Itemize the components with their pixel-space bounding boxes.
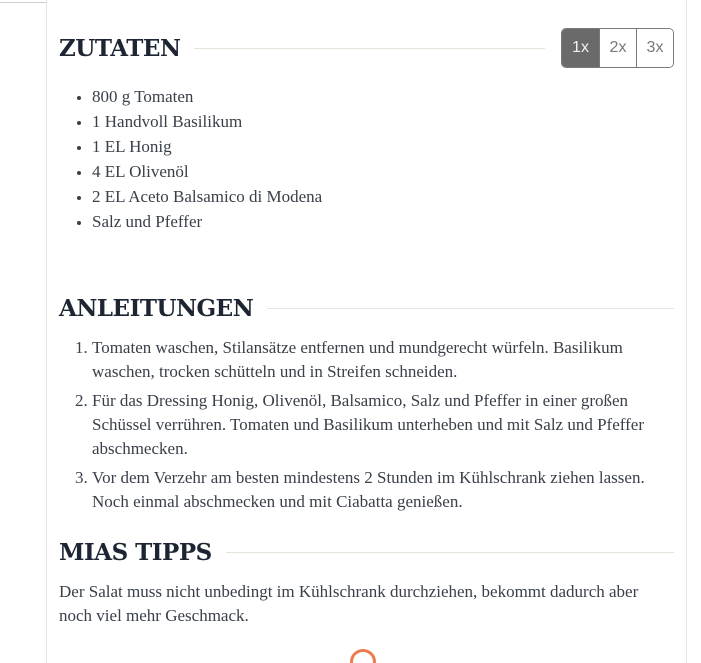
- ingredients-title: ZUTATEN: [59, 34, 181, 62]
- ingredients-list: [59, 84, 674, 234]
- ingredient-item: • 1 EL Honig: [92, 134, 674, 159]
- ingredient-item: • Salz und Pfeffer: [92, 209, 674, 234]
- instructions-header: [59, 294, 674, 322]
- ingredients-header: [59, 28, 674, 68]
- servings-option-1x[interactable]: 1x: [562, 29, 599, 67]
- instruction-step: 3. Vor dem Verzehr am besten mindestens 2 Stunden im Kühlschrank ziehen lassen. Noch einmal abschmecken und mit Ciabatta genießen.: [92, 466, 674, 514]
- instruction-step: 2. Für das Dressing Honig, Olivenöl, Balsamico, Salz und Pfeffer in einer großen Schüssel verrühren. Tomaten und Basilikum unterheben und mit Salz und Pfeffer abschmecken.: [92, 389, 674, 461]
- instructions-title-rule: [267, 308, 674, 309]
- instructions-list: [59, 336, 674, 514]
- tips-text: Der Salat muss nicht unbedingt im Kühlschrank durchziehen, bekommt dadurch aber noch viel mehr Geschmack.: [59, 582, 639, 625]
- servings-option-2x[interactable]: 2x: [599, 29, 636, 67]
- recipe-card: [46, 0, 687, 663]
- ingredients-title-rule: [194, 48, 545, 49]
- ingredient-item: • 1 Handvoll Basilikum: [92, 109, 674, 134]
- instruction-step: 1. Tomaten waschen, Stilansätze entfernen und mundgerecht würfeln. Basilikum waschen, trocken schütteln und in Streifen schneiden.: [92, 336, 674, 384]
- ingredient-item: • 2 EL Aceto Balsamico di Modena: [92, 184, 674, 209]
- tips-header: [59, 538, 674, 566]
- servings-option-3x[interactable]: 3x: [636, 29, 673, 67]
- ingredient-item: • 4 EL Olivenöl: [92, 159, 674, 184]
- tips-title-rule: [226, 552, 674, 553]
- servings-selector: [561, 28, 674, 68]
- instructions-title: ANLEITUNGEN: [59, 294, 254, 322]
- ingredient-item: • 800 g Tomaten: [92, 84, 674, 109]
- page-edge-divider: [0, 2, 46, 3]
- tips-title: MIAS TIPPS: [59, 538, 212, 566]
